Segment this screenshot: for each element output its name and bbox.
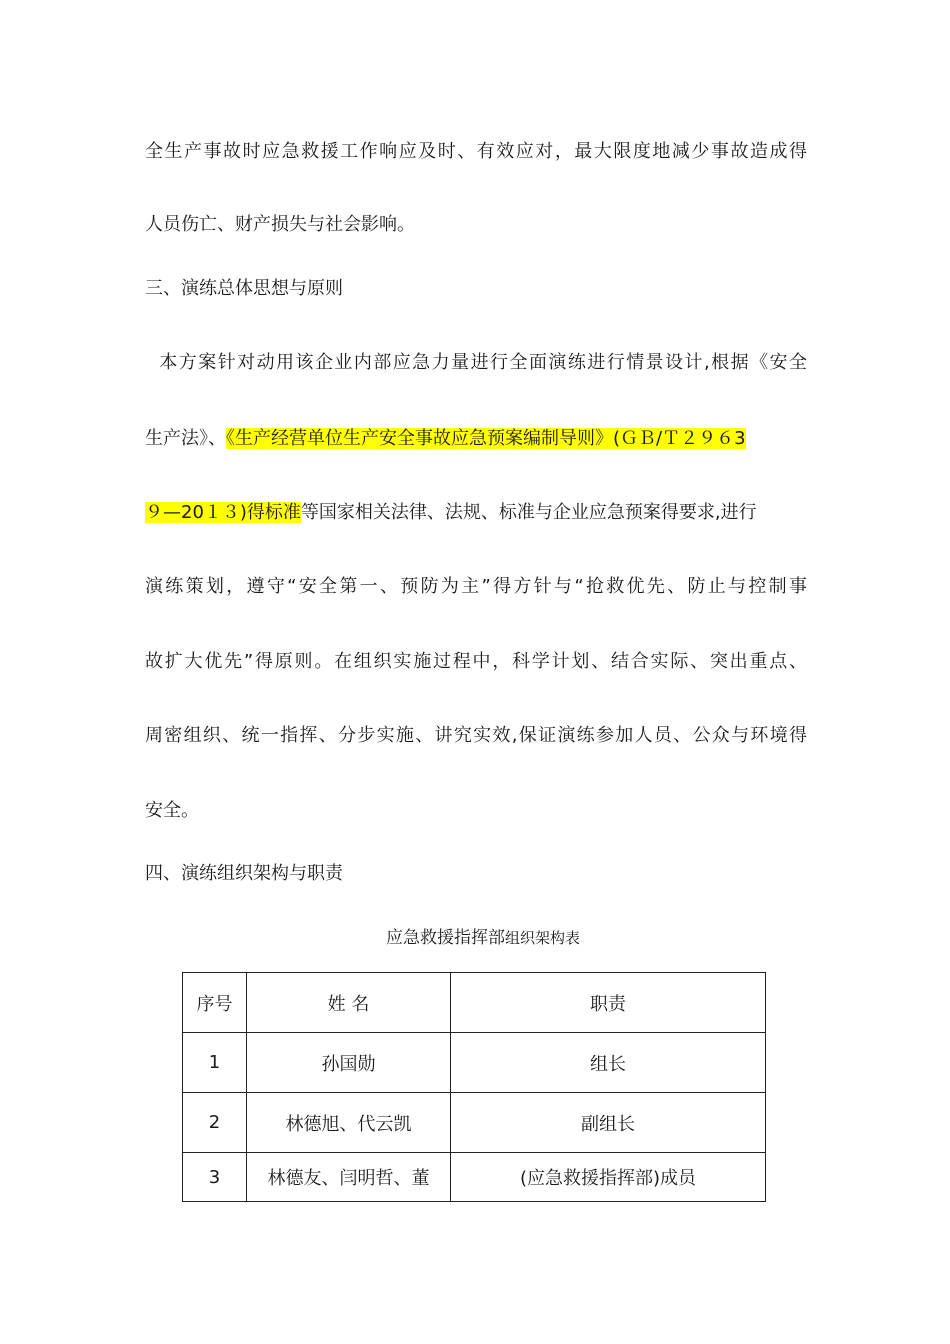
paragraph-line: [145, 500, 807, 526]
paragraph-line: [145, 426, 807, 452]
cell-name: 林德旭、代云凯: [247, 1093, 451, 1153]
org-table: [182, 972, 766, 1202]
paragraph-line: 全生产事故时应急救援工作响应及时、有效应对，最大限度地减少事故造成得: [145, 141, 807, 162]
table-row: [183, 1093, 766, 1153]
cell-duty: 副组长: [451, 1093, 766, 1153]
header-cell-index: 序号: [183, 973, 247, 1033]
cell-index: 1: [183, 1033, 247, 1093]
table-row: [183, 1033, 766, 1093]
text-span: 生产法》、: [145, 428, 226, 449]
table-caption: [386, 925, 580, 951]
cell-name: 林德友、闫明哲、董: [247, 1153, 451, 1202]
highlighted-text: ９—20１３)得标准: [145, 502, 301, 523]
header-cell-name: 姓 名: [247, 973, 451, 1033]
caption-main: 应急救援指挥部: [386, 928, 505, 948]
section-heading: 三、演练总体思想与原则: [145, 278, 343, 299]
text-span: 等国家相关法律、法规、标准与企业应急预案得要求,进行: [300, 502, 757, 523]
paragraph-line: 人员伤亡、财产损失与社会影响。: [145, 214, 415, 235]
cell-duty: (应急救援指挥部)成员: [451, 1153, 766, 1202]
paragraph-line: 安全。: [145, 800, 199, 821]
paragraph-line: 周密组织、统一指挥、分步实施、讲究实效,保证演练参加人员、公众与环境得: [145, 725, 807, 746]
section-heading: 四、演练组织架构与职责: [145, 863, 343, 884]
cell-index: 2: [183, 1093, 247, 1153]
cell-name: 孙国勋: [247, 1033, 451, 1093]
cell-duty: 组长: [451, 1033, 766, 1093]
caption-tail: 组织架构表: [505, 929, 581, 947]
paragraph-line: 演练策划，遵守“安全第一、预防为主”得方针与“抢救优先、防止与控制事: [145, 576, 807, 597]
highlighted-text: 《生产经营单位生产安全事故应急预案编制导则》(ＧＢ/Ｔ２９６3: [226, 428, 746, 449]
table-row: [183, 1153, 766, 1202]
paragraph-line: 本方案针对动用该企业内部应急力量进行全面演练进行情景设计,根据《安全: [145, 352, 807, 373]
paragraph-line: 故扩大优先”得原则。在组织实施过程中，科学计划、结合实际、突出重点、: [145, 651, 807, 672]
header-cell-duty: 职责: [451, 973, 766, 1033]
table-header-row: [183, 973, 766, 1033]
cell-index: 3: [183, 1153, 247, 1202]
